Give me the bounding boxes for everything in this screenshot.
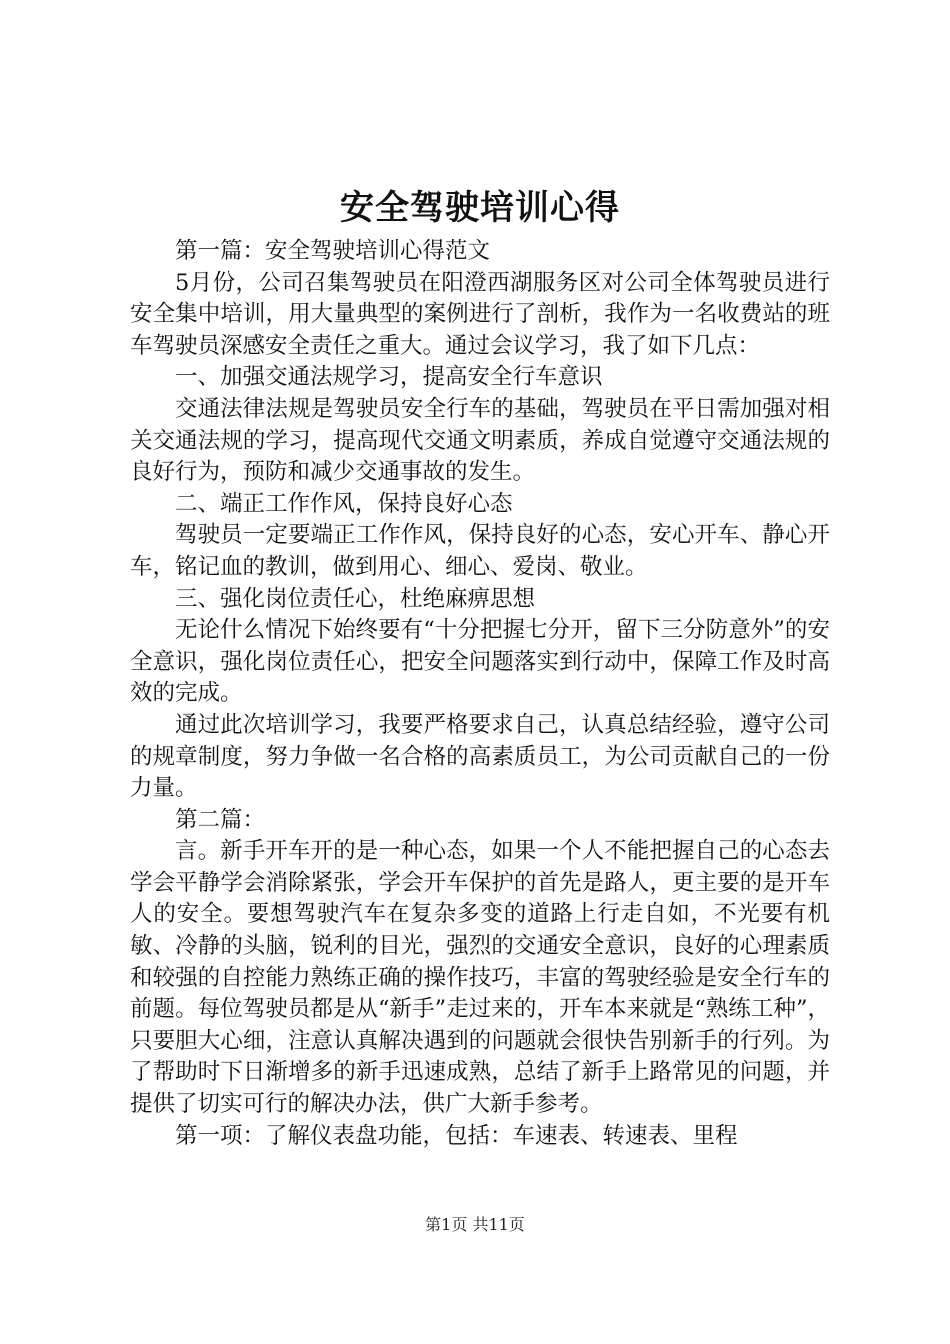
- body-paragraph: 5月份，公司召集驾驶员在阳澄西湖服务区对公司全体驾驶员进行安全集中培训，用大量典型的案例进行了剖析，我作为一名收费站的班车驾驶员深感安全责任之重大。通过会议学习，我了如下几点：: [130, 269, 830, 359]
- document-page: [130, 180, 830, 1152]
- subtitle-part-two: 第二篇：: [175, 806, 266, 833]
- body-paragraph: 言。新手开车开的是一种心态，如果一个人不能把握自己的心态去学会平静学会消除紧张，学会开车保护的首先是路人，更主要的是开车人的安全。要想驾驶汽车在复杂多变的道路上行走自如，不光要有机敏、冷静的头脑，锐利的目光，强烈的交通安全意识，良好的心理素质和较强的自控能力熟练正确的操作技巧，丰富的驾驶经验是安全行车的前题。每位驾驶员都是从“新手”走过来的，开车本来就是“熟练工种”，只要胆大心细，注意认真解决遇到的问题就会很快告别新手的行列。为了帮助时下日渐增多的新手迅速成熟，总结了新手上路常见的问题，并提供了切实可行的解决办法，供广大新手参考。: [130, 838, 830, 1118]
- section-heading: 三、强化岗位责任心，杜绝麻痹思想: [175, 585, 536, 612]
- body-paragraph: 交通法律法规是驾驶员安全行车的基础，驾驶员在平日需加强对相关交通法规的学习，提高现代交通文明素质，养成自觉遵守交通法规的良好行为，预防和减少交通事故的发生。: [130, 395, 830, 486]
- section-heading: 一、加强交通法规学习，提高安全行车意识: [175, 364, 603, 391]
- document-title: 安全驾驶培训心得: [340, 188, 620, 228]
- body-paragraph: 无论什么情况下始终要有“十分把握七分开，留下三分防意外”的安全意识，强化岗位责任心，把安全问题落实到行动中，保障工作及时高效的完成。: [130, 617, 830, 707]
- subtitle-part-one: 第一篇：安全驾驶培训心得范文: [175, 238, 491, 264]
- section-heading: 二、端正工作作风，保持良好心态: [175, 490, 513, 517]
- body-paragraph: 驾驶员一定要端正工作作风，保持良好的心态，安心开车、静心开车，铭记血的教训，做到用心、细心、爱岗、敬业。: [130, 522, 830, 580]
- page-number-label: 第1页 共11页: [425, 1215, 525, 1234]
- body-paragraph: 第一项：了解仪表盘功能，包括：车速表、转速表、里程: [175, 1122, 738, 1149]
- body-paragraph: 通过此次培训学习，我要严格要求自己，认真总结经验，遵守公司的规章制度，努力争做一名合格的高素质员工，为公司贡献自己的一份力量。: [130, 711, 830, 802]
- document-body: [130, 236, 830, 1152]
- page-footer: [0, 1214, 950, 1236]
